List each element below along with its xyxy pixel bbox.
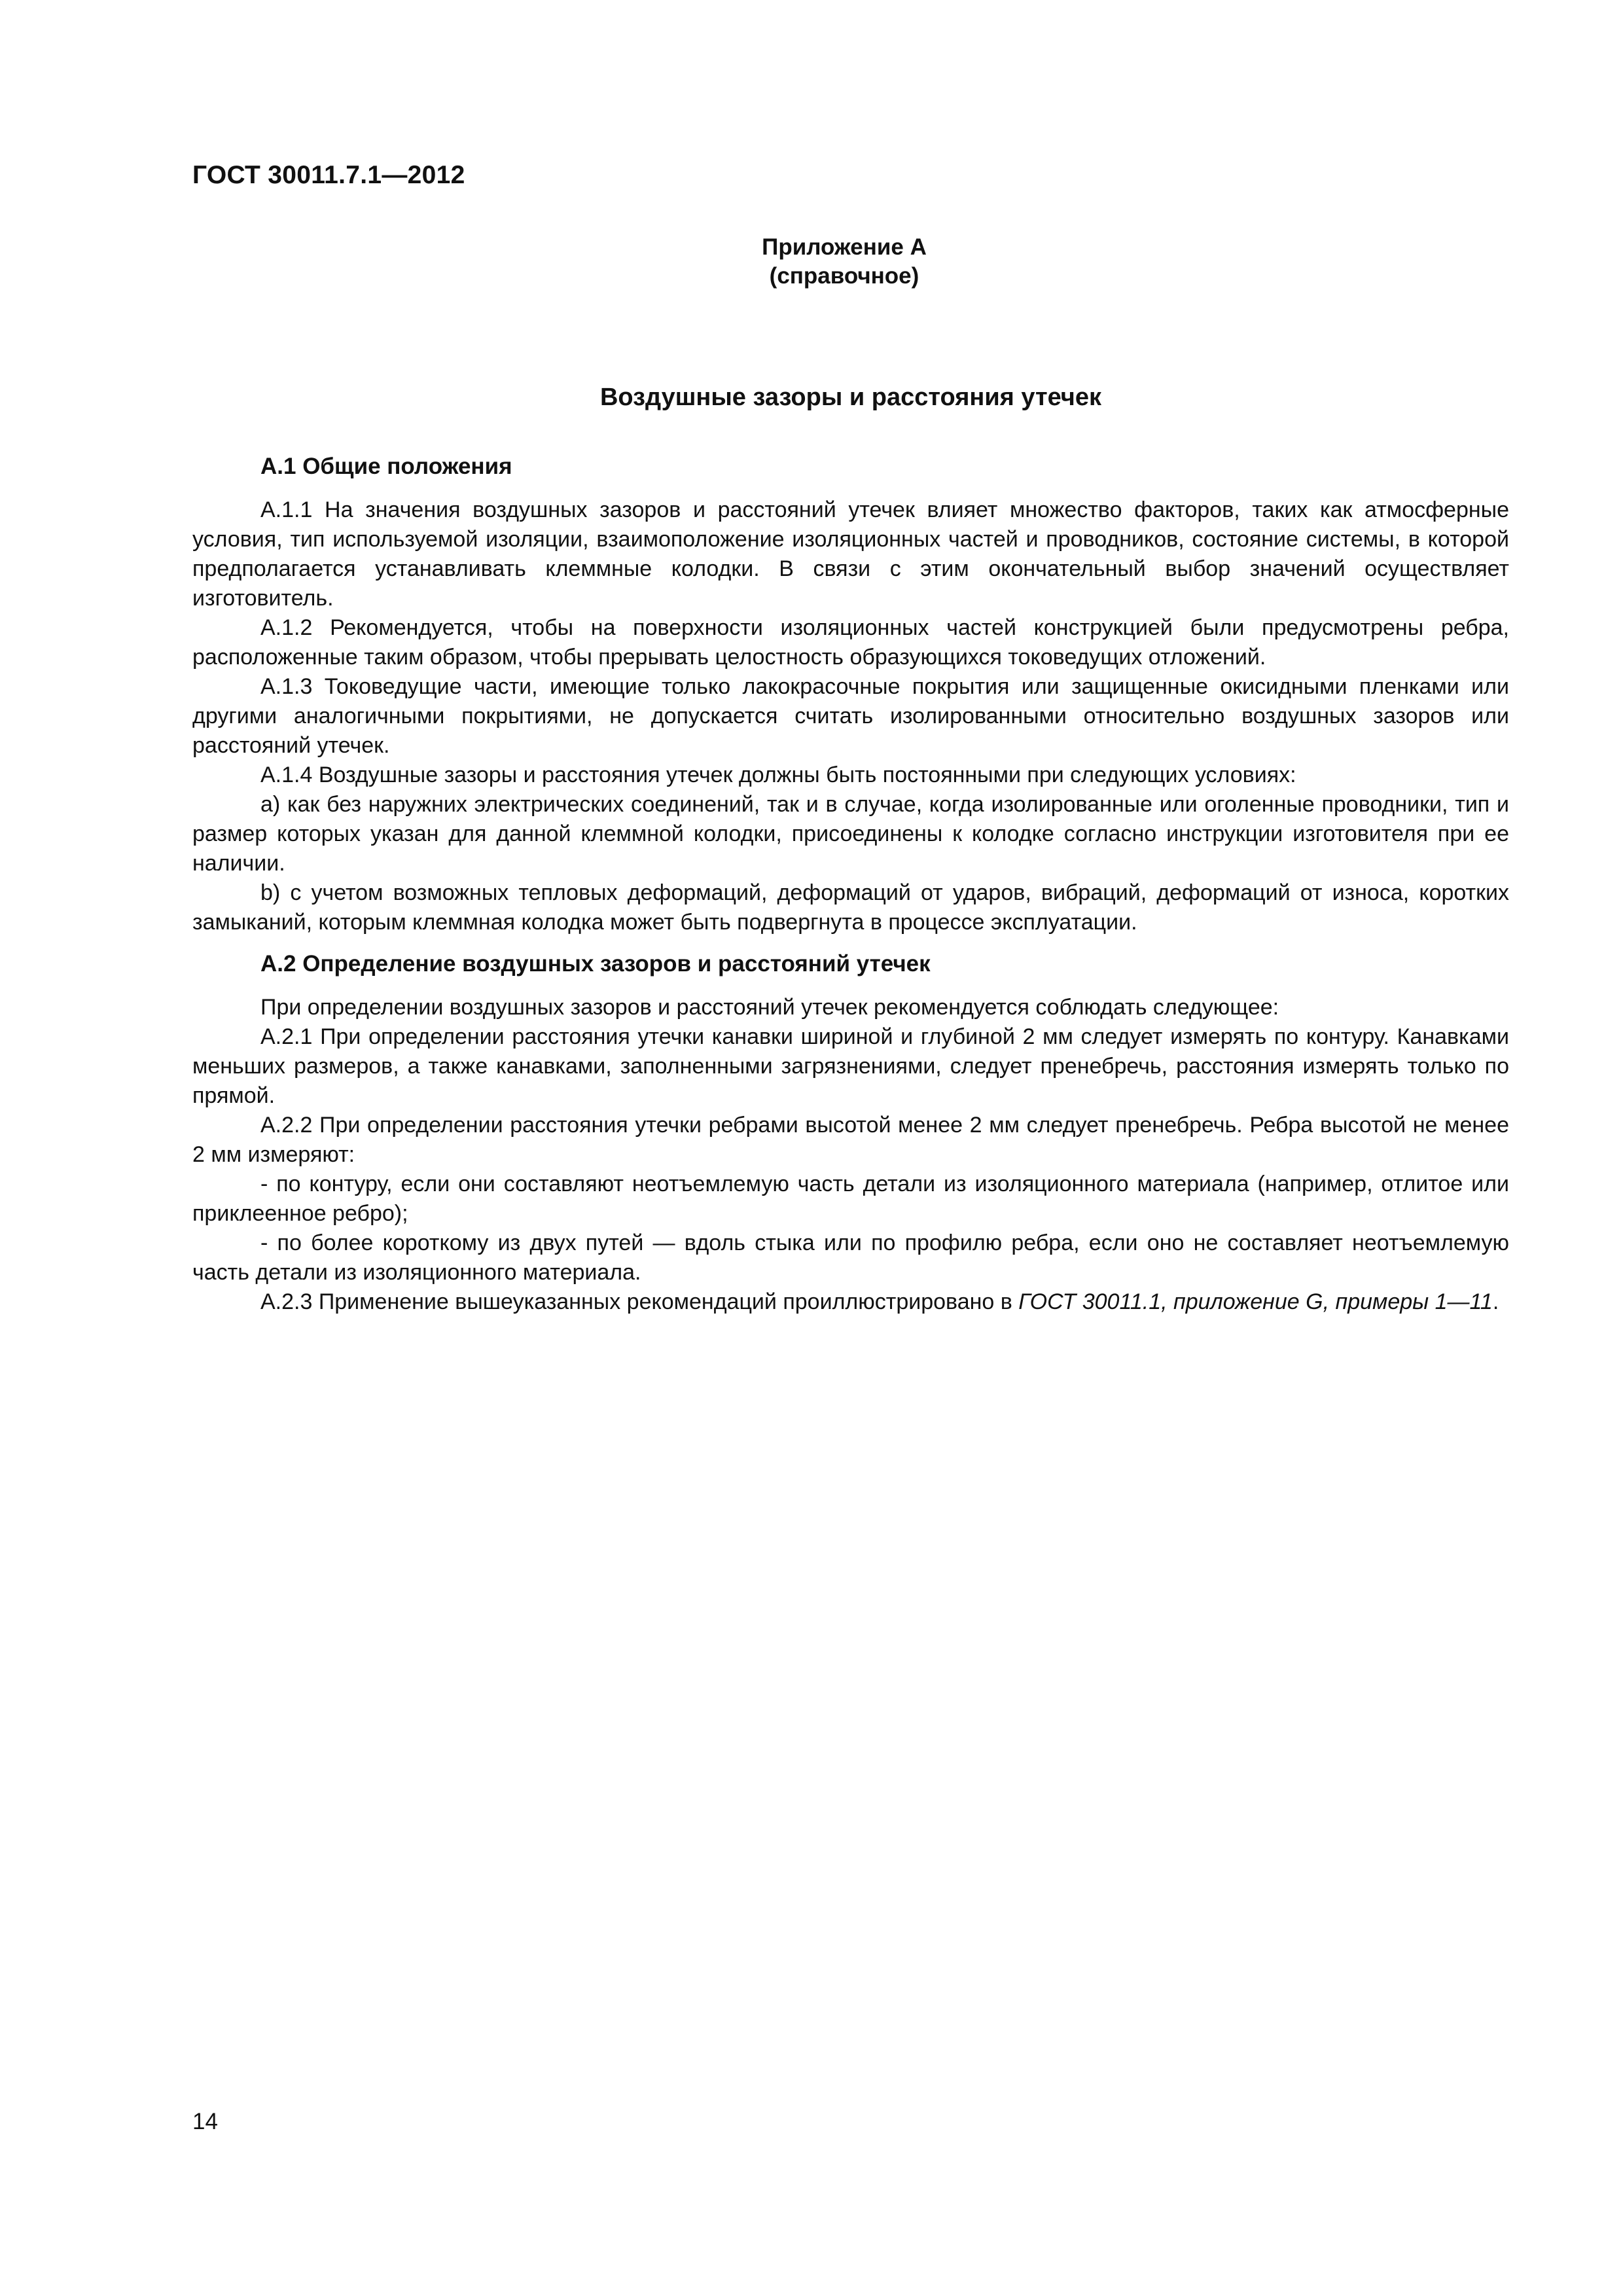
paragraph-a1-3: А.1.3 Токоведущие части, имеющие только лакокрасочные покрытия или защищенные окисидными пленками или другими аналогичными покрытиями, не допускается считать изолированными относительно воздушных зазоров или расстояний утечек.	[192, 674, 1509, 758]
paragraph-a2-2-item2: - по более короткому из двух путей — вдоль стыка или по профилю ребра, если оно не составляет неотъемлемую часть детали из изоляционного материала.	[192, 1230, 1509, 1285]
paragraph-a1-1: А.1.1 На значения воздушных зазоров и расстояний утечек влияет множество факторов, таких как атмосферные условия, тип используемой изоляции, взаимоположение изоляционных частей и проводников, состояние системы, в которой предполагается устанавливать клеммные колодки. В связи с этим окончательный выбор значений осуществляет изготовитель.	[192, 497, 1509, 611]
paragraph-a1-4-b: b) с учетом возможных тепловых деформаций, деформаций от ударов, вибраций, деформаций от износа, коротких замыканий, которым клеммная колодка может быть подвергнута в процессе эксплуатации.	[192, 880, 1509, 935]
paragraph-a1-2: А.1.2 Рекомендуется, чтобы на поверхности изоляционных частей конструкцией были предусмотрены ребра, расположенные таким образом, чтобы прерывать целостность образующихся токоведущих отложений.	[192, 615, 1509, 670]
page-number: 14	[192, 2109, 218, 2134]
paragraph-a1-4: А.1.4 Воздушные зазоры и расстояния утечек должны быть постоянными при следующих условиях:	[260, 762, 1296, 787]
paragraph-a1-4-a: а) как без наружних электрических соединений, так и в случае, когда изолированные или оголенные проводники, тип и размер которых указан для данной клеммной колодки, присоединены к колодке согласно инструкции изготовителя при ее наличии.	[192, 792, 1509, 876]
standard-code: ГОСТ 30011.7.1—2012	[192, 161, 465, 189]
paragraph-a2-1: А.2.1 При определении расстояния утечки канавки шириной и глубиной 2 мм следует измерять по контуру. Канавками меньших размеров, а также канавками, заполненными загрязнениями, следует пренебречь, расстояния измерять только по прямой.	[192, 1024, 1509, 1108]
document-title: Воздушные зазоры и расстояния утечек	[599, 384, 1102, 411]
section-heading-a1: А.1 Общие положения	[260, 454, 512, 479]
appendix-label: Приложение А	[762, 234, 927, 260]
paragraph-a2-intro: При определении воздушных зазоров и расстояний утечек рекомендуется соблюдать следующее:	[260, 995, 1279, 1020]
paragraph-a2-2: А.2.2 При определении расстояния утечки ребрами высотой менее 2 мм следует пренебречь. Ребра высотой не менее 2 мм измеряют:	[192, 1113, 1509, 1167]
paragraph-a2-2-item1: - по контуру, если они составляют неотъемлемую часть детали из изоляционного материала (например, отлитое или приклеенное ребро);	[192, 1172, 1509, 1226]
appendix-heading	[0, 233, 1623, 291]
paragraph-a2-3-end: .	[1492, 1289, 1499, 1314]
standard-reference: ГОСТ 30011.1, приложение G, примеры 1—11	[1018, 1289, 1493, 1314]
document-body	[192, 452, 1509, 1317]
appendix-type: (справочное)	[769, 263, 919, 289]
section-heading-a2: А.2 Определение воздушных зазоров и расстояний утечек	[260, 951, 931, 977]
paragraph-a2-3-text: А.2.3 Применение вышеуказанных рекомендаций проиллюстрировано в	[260, 1289, 1019, 1314]
paragraph-a2-3	[192, 1287, 1509, 1317]
